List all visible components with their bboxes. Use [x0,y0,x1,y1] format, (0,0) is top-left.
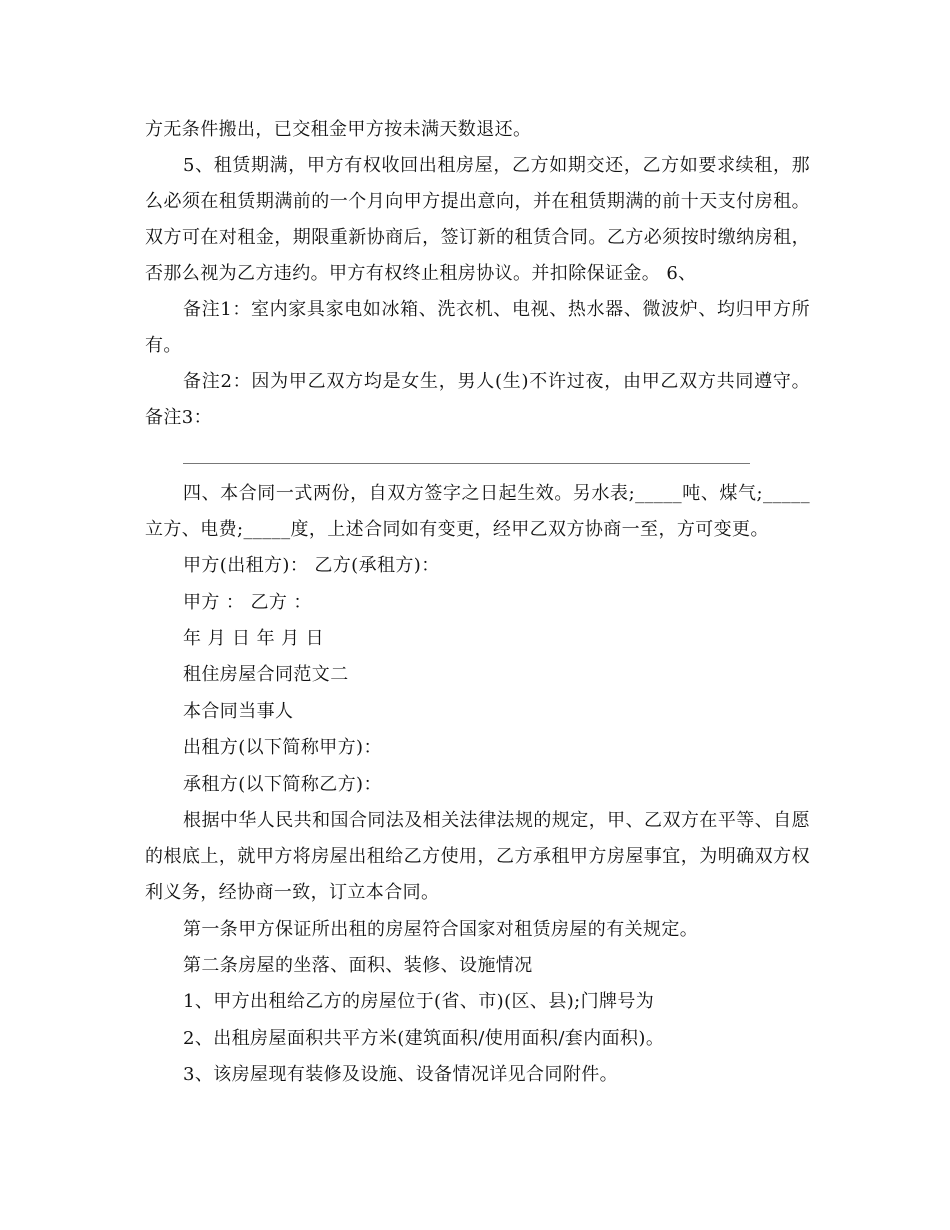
signature-rule-line [183,463,750,464]
article-one: 第一条甲方保证所出租的房屋符合国家对租赁房屋的有关规定。 [183,919,699,940]
article-two-item-1: 1、甲方出租给乙方的房屋位于(省、市)(区、县);门牌号为 [183,991,655,1012]
paragraph-refund: 方无条件搬出，已交租金甲方按未满天数退还。 [145,119,532,140]
lessee-label: 承租方(以下简称乙方)： [183,774,382,795]
article-two: 第二条房屋的坐落、面积、装修、设施情况 [183,955,533,976]
paragraph-note-2: 备注2：因为甲乙双方均是女生，男人(生)不许过夜，由甲乙双方共同遵守。 备注3： [145,371,810,428]
lessor-label: 出租方(以下简称甲方)： [183,737,382,758]
paragraph-clause-four: 四、本合同一式两份，自双方签字之日起生效。另水表;_____吨、煤气;_____立方、电费;_____度，上述合同如有变更，经甲乙双方协商一至，方可变更。 [145,483,810,540]
contract-parties-heading: 本合同当事人 [183,701,294,722]
date-labels: 年 月 日 年 月 日 [183,628,325,649]
paragraph-lease-expiry: 5、租赁期满，甲方有权收回出租房屋，乙方如期交还，乙方如要求续租，那么必须在租赁期满前的一个月向甲方提出意向，并在租赁期满的前十天支付房租。双方可在对租金，期限重新协商后，签订新的租赁合同。乙方必须按时缴纳房租，否那么视为乙方违约。甲方有权终止租房协议。并扣除保证金。 6、 [145,155,810,284]
section-title-template-two: 租住房屋合同范文二 [183,664,349,685]
party-labels: 甲方(出租方)： 乙方(承租方)： [183,555,440,576]
article-two-item-3: 3、该房屋现有装修及设施、设备情况详见合同附件。 [183,1064,619,1085]
article-two-item-2: 2、出租房屋面积共平方米(建筑面积/使用面积/套内面积)。 [183,1028,665,1049]
paragraph-note-1: 备注1：室内家具家电如冰箱、洗衣机、电视、热水器、微波炉、均归甲方所有。 [145,299,810,356]
paragraph-legal-basis: 根据中华人民共和国合同法及相关法律法规的规定，甲、乙双方在平等、自愿的根底上，就甲方将房屋出租给乙方使用，乙方承租甲方房屋事宜，为明确双方权利义务，经协商一致，订立本合同。 [145,810,810,903]
party-signature-labels: 甲方 ： 乙方 ： [183,592,312,613]
